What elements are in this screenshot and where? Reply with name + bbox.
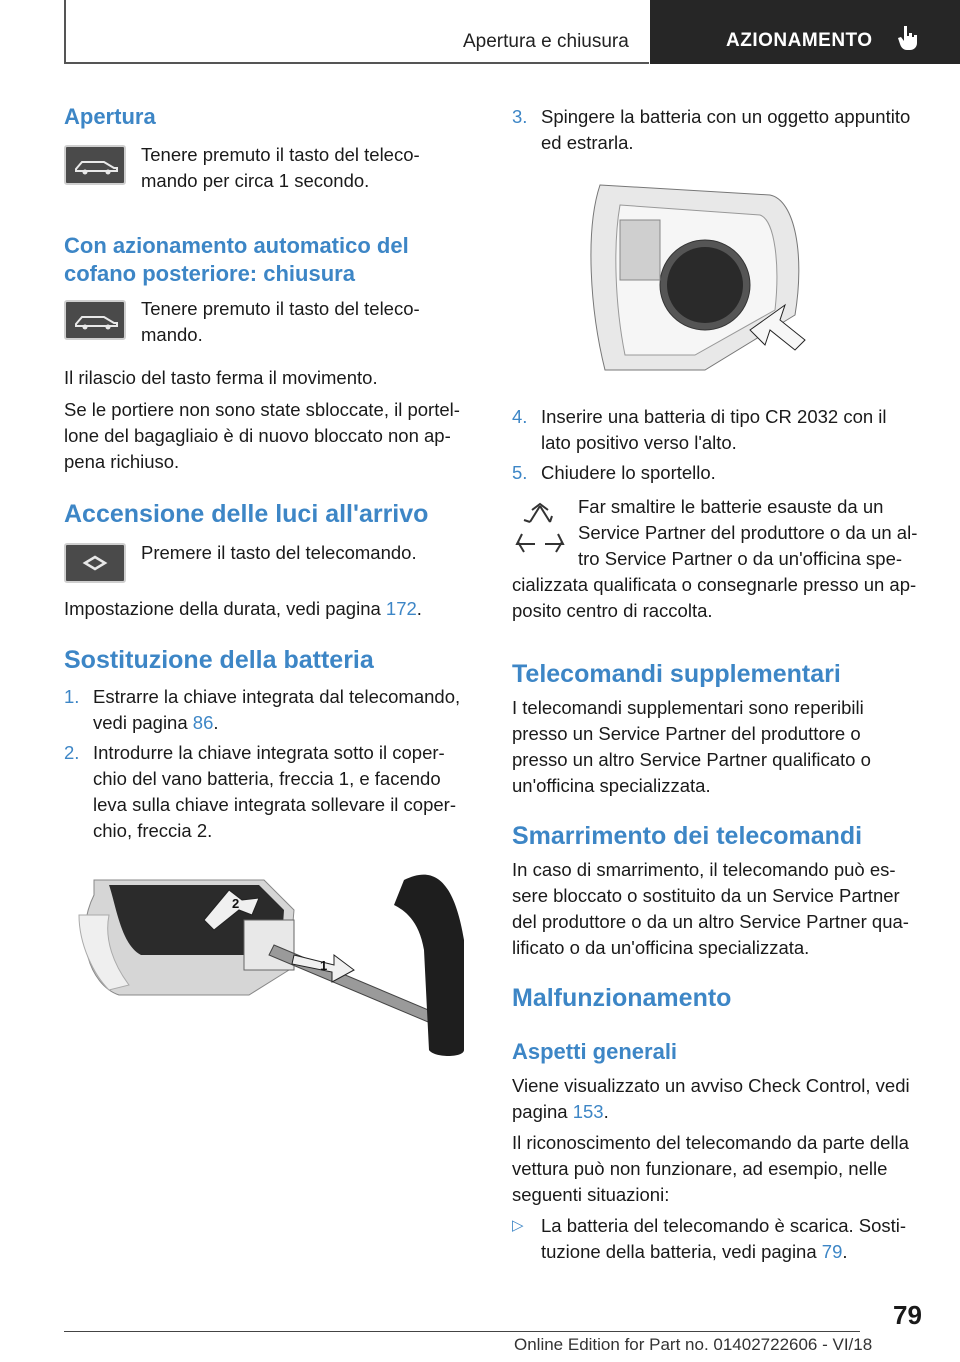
step-2: 2. Introdurre la chiave integrata sotto il coper- chio del vano batteria, freccia 1, e facendo leva sulla chiave integrata sollevare il coper- chio, freccia 2. bbox=[64, 742, 456, 841]
recycle-text: Far smaltire le batterie esauste da un Service Partner del produttore o da un al- tro Service Partner o da un'officina spe- bbox=[578, 496, 918, 569]
arrow-1-label: 1 bbox=[320, 958, 328, 973]
step-4: 4. Inserire una batteria di tipo CR 2032 con il lato positivo verso l'alto. bbox=[512, 406, 887, 453]
smarrimento-title: Smarrimento dei telecomandi bbox=[512, 822, 863, 850]
aspetti-title: Aspetti generali bbox=[512, 1039, 678, 1064]
trunk-button-icon-2 bbox=[64, 300, 126, 340]
rilascio-text: Il rilascio del tasto ferma il movimento. bbox=[64, 367, 378, 388]
page-number: 79 bbox=[893, 1300, 922, 1330]
page-link-172[interactable]: 172 bbox=[385, 598, 417, 619]
bullet-triangle-icon: ▷ bbox=[512, 1217, 524, 1234]
battery-compartment-illustration bbox=[590, 180, 810, 380]
step-1: 1. Estrarre la chiave integrata dal telecomando, vedi pagina 86. bbox=[64, 686, 461, 733]
durata-text: Impostazione della durata, vedi pagina 172. bbox=[64, 598, 422, 619]
step-3: 3. Spingere la batteria con un oggetto appuntito ed estrarla. bbox=[512, 106, 911, 153]
batteria-title: Sostituzione della batteria bbox=[64, 646, 374, 674]
apertura-title: Apertura bbox=[64, 104, 156, 129]
bullet-item: ▷ La batteria del telecomando è scarica. Sosti- tuzione della batteria, vedi pagina 79. bbox=[512, 1215, 907, 1262]
header-chapter-tab bbox=[650, 0, 960, 64]
smarrimento-text: In caso di smarrimento, il telecomando può es- sere bloccato o sostituito da un Service Partner del produttore o da un altro Service Partner qua- lificato o da un'officina specializzata. bbox=[512, 859, 909, 958]
portiere-text: Se le portiere non sono state sbloccate, il portel- lone del bagagliaio è di nuovo bloccato non ap- pena richiuso. bbox=[64, 399, 460, 472]
header-section-title: Apertura e chiusura bbox=[463, 31, 629, 52]
diamond-icon bbox=[66, 545, 124, 581]
riconoscimento-text: Il riconoscimento del telecomando da parte della vettura può non funzionare, ad esempio, nelle seguenti situazioni: bbox=[512, 1132, 909, 1205]
arrow-2-label: 2 bbox=[232, 896, 240, 911]
key-fob-illustration bbox=[64, 860, 464, 1060]
page-link-79[interactable]: 79 bbox=[821, 1241, 843, 1262]
footer-divider bbox=[64, 1331, 860, 1332]
luci-title: Accensione delle luci all'arrivo bbox=[64, 500, 429, 528]
footer-edition: Online Edition for Part no. 01402722606 - VI/18 bbox=[514, 1335, 873, 1354]
page-link-153[interactable]: 153 bbox=[572, 1101, 604, 1122]
malfunzionamento-title: Malfunzionamento bbox=[512, 984, 732, 1012]
recycle-icon bbox=[512, 500, 568, 556]
aspetti-text: Viene visualizzato un avviso Check Control, vedi pagina 153. bbox=[512, 1075, 910, 1122]
apertura-text: Tenere premuto il tasto del teleco- mando per circa 1 secondo. bbox=[141, 144, 420, 191]
header-chapter-label: AZIONAMENTO bbox=[726, 30, 873, 51]
car-trunk-icon bbox=[66, 302, 124, 338]
car-trunk-icon bbox=[66, 147, 124, 183]
supplementari-text: I telecomandi supplementari sono reperibili presso un Service Partner del produttore o presso un altro Service Partner qualificato o un'officina specializzata. bbox=[512, 697, 871, 796]
step-5: 5. Chiudere lo sportello. bbox=[512, 462, 716, 483]
cofano-title: Con azionamento automatico del cofano posteriore: chiusura bbox=[64, 233, 409, 286]
light-button-icon bbox=[64, 543, 126, 583]
page-link-86[interactable]: 86 bbox=[192, 712, 214, 733]
cofano-text: Tenere premuto il tasto del teleco- mando. bbox=[141, 298, 420, 345]
luci-text: Premere il tasto del telecomando. bbox=[141, 542, 417, 563]
supplementari-title: Telecomandi supplementari bbox=[512, 660, 841, 688]
trunk-button-icon bbox=[64, 145, 126, 185]
hand-pointer-icon bbox=[897, 24, 921, 52]
recycle-text-cont: cializzata qualificata o consegnarle presso un ap- posito centro di raccolta. bbox=[512, 574, 917, 621]
